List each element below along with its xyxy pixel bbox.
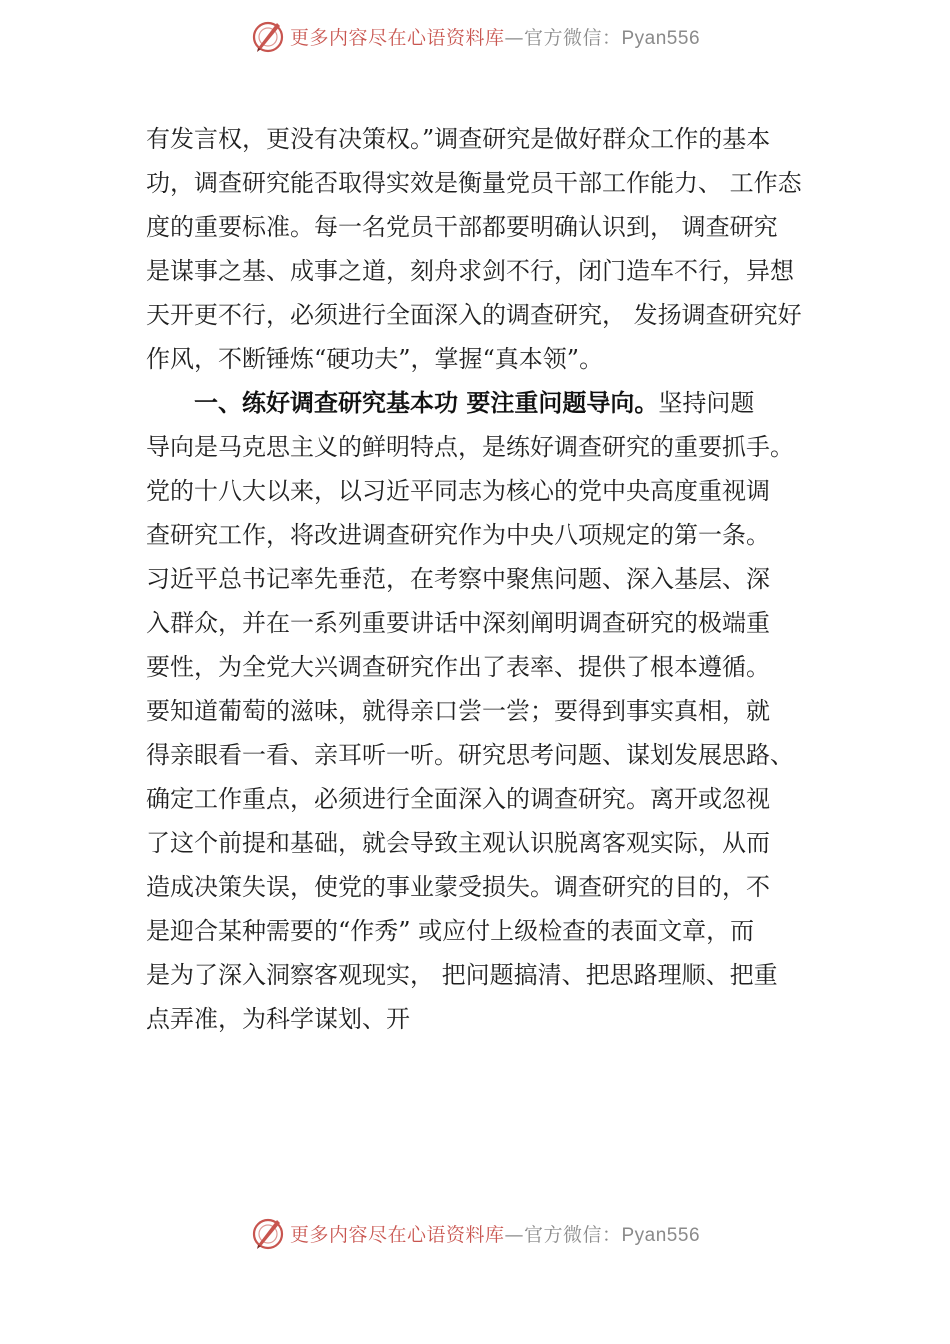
section-heading: 一、练好调查研究基本功 要注重问题导向。 xyxy=(194,389,659,417)
pen-circle-logo-icon xyxy=(250,18,286,54)
text-line: 点弄准，为科学谋划、开 xyxy=(146,1005,410,1033)
text-line: 要性，为全党大兴调查研究作出了表率、提供了根本遵循。 xyxy=(146,653,770,681)
banner-dash: — xyxy=(504,26,524,49)
text-line: 党的十八大以来，以习近平同志为核心的党中央高度重视调 xyxy=(146,477,770,505)
text-line: 度的重要标准。每一名党员干部都要明确认识到， 调查研究 xyxy=(146,213,778,241)
text-line: 要知道葡萄的滋味，就得亲口尝一尝；要得到事实真相，就 xyxy=(146,697,770,725)
banner-official: 官方微信： xyxy=(523,1223,622,1246)
banner-official: 官方微信： xyxy=(523,26,622,49)
text-line: 是为了深入洞察客观现实， 把问题搞清、把思路理顺、把重 xyxy=(146,961,778,989)
text-line: 天开更不行，必须进行全面深入的调查研究， 发扬调查研究好 xyxy=(146,301,802,329)
pen-circle-logo-icon xyxy=(250,1215,286,1251)
text-line: 导向是马克思主义的鲜明特点，是练好调查研究的重要抓手。 xyxy=(146,433,794,461)
banner-brand: 更多内容尽在心语资料库 xyxy=(289,26,505,49)
text-line: 得亲眼看一看、亲耳听一听。研究思考问题、谋划发展思路、 xyxy=(146,741,794,769)
text-fragment: 坚持问题 xyxy=(658,389,755,417)
text-line: 造成决策失误，使党的事业蒙受损失。调查研究的目的，不 xyxy=(146,873,770,901)
banner-text xyxy=(290,1220,700,1247)
text-line: 有发言权，更没有决策权。”调查研究是做好群众工作的基本 xyxy=(146,125,771,153)
banner-wechat-id: Pyan556 xyxy=(621,1224,701,1246)
text-line: 是迎合某种需要的“作秀” 或应付上级检查的表面文章，而 xyxy=(146,917,755,945)
document-body xyxy=(146,117,846,1041)
text-line: 了这个前提和基础，就会导致主观认识脱离客观实际，从而 xyxy=(146,829,770,857)
header-banner xyxy=(0,14,950,58)
text-line: 确定工作重点，必须进行全面深入的调查研究。离开或忽视 xyxy=(146,785,770,813)
paragraph-2 xyxy=(146,381,846,1041)
paragraph-1 xyxy=(146,117,846,381)
text-line: 习近平总书记率先垂范，在考察中聚焦问题、深入基层、深 xyxy=(146,565,770,593)
banner-brand: 更多内容尽在心语资料库 xyxy=(289,1223,505,1246)
banner-dash: — xyxy=(504,1223,524,1246)
paragraph-first-line xyxy=(146,381,846,425)
text-line: 入群众，并在一系列重要讲话中深刻阐明调查研究的极端重 xyxy=(146,609,770,637)
banner-text xyxy=(290,23,700,50)
footer-banner xyxy=(0,1211,950,1255)
text-line: 是谋事之基、成事之道，刻舟求剑不行，闭门造车不行，异想 xyxy=(146,257,794,285)
banner-wechat-id: Pyan556 xyxy=(621,27,701,49)
text-line: 作风，不断锤炼“硬功夫”，掌握“真本领”。 xyxy=(146,345,604,373)
text-line: 查研究工作，将改进调查研究作为中央八项规定的第一条。 xyxy=(146,521,770,549)
text-line: 功，调查研究能否取得实效是衡量党员干部工作能力、 工作态 xyxy=(146,169,802,197)
